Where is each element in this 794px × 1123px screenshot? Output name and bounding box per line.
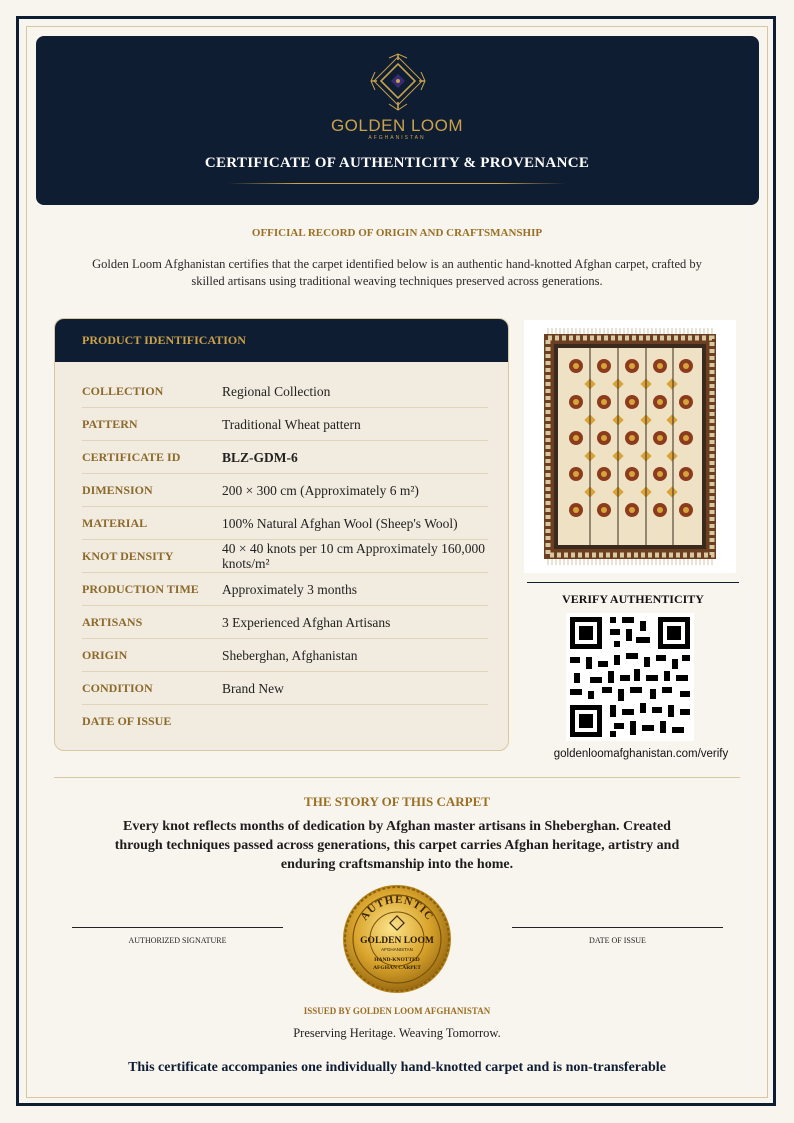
row-label: DATE OF ISSUE <box>82 714 172 728</box>
signature-line <box>72 927 283 928</box>
table-row <box>82 507 488 540</box>
story-heading: THE STORY OF THIS CARPET <box>304 794 490 809</box>
table-row <box>82 441 488 474</box>
date-line <box>512 927 723 928</box>
authorized-signature-label: AUTHORIZED SIGNATURE <box>128 936 227 945</box>
row-label: ORIGIN <box>82 648 128 662</box>
row-label: ARTISANS <box>82 615 143 629</box>
story-paragraph: Every knot reflects months of dedication by Afghan master artisans in Sheberghan. Created through techniques passed across generations, this carpet carries Afghan heritage, artistry and enduring craftsmanship into the home. <box>114 819 680 872</box>
row-value <box>222 705 488 737</box>
tagline: Preserving Heritage. Weaving Tomorrow. <box>293 1026 501 1040</box>
certificate-id-value: BLZ-GDM-6 <box>222 449 298 465</box>
row-label: DIMENSION <box>82 483 153 497</box>
date-of-issue-label: DATE OF ISSUE <box>589 936 646 945</box>
row-value: Brand New <box>222 680 284 696</box>
row-value: 40 × 40 knots per 10 cm Approximately 160,000 knots/m² <box>222 541 485 571</box>
table-row <box>82 474 488 507</box>
brand-name: GOLDEN LOOM <box>330 116 464 135</box>
row-value: Traditional Wheat pattern <box>222 416 361 432</box>
table-row <box>82 705 488 737</box>
product-rows <box>82 375 488 737</box>
verify-url-link[interactable]: goldenloomafghanistan.com/verify <box>553 748 729 760</box>
verify-authenticity-heading: VERIFY AUTHENTICITY <box>562 592 704 606</box>
seal-brand-text: GOLDEN LOOM <box>360 936 434 946</box>
qr-code-icon[interactable] <box>566 613 694 741</box>
issued-by-label: ISSUED BY GOLDEN LOOM AFGHANISTAN <box>303 1006 491 1016</box>
section-divider <box>54 777 740 778</box>
table-row <box>82 639 488 672</box>
table-row <box>82 540 488 573</box>
brand-subtitle: AFGHANISTAN <box>368 135 426 141</box>
row-value: Regional Collection <box>222 383 331 399</box>
certificate-title: CERTIFICATE OF AUTHENTICITY & PROVENANCE <box>204 155 590 171</box>
golden-loom-logo-icon <box>369 52 427 112</box>
official-record-heading: OFFICIAL RECORD OF ORIGIN AND CRAFTSMANSHIP <box>251 227 543 239</box>
row-label: PRODUCTION TIME <box>82 582 199 596</box>
row-label: COLLECTION <box>82 384 164 398</box>
panel-heading: PRODUCT IDENTIFICATION <box>55 319 508 362</box>
row-value: Approximately 3 months <box>222 581 357 597</box>
table-row <box>82 408 488 441</box>
intro-paragraph: Golden Loom Afghanistan certifies that the carpet identified below is an authentic hand-knotted Afghan carpet, crafted by skilled artisans using traditional weaving techniques preserved across generations. <box>92 257 702 288</box>
row-label: KNOT DENSITY <box>82 549 174 563</box>
title-divider <box>228 183 566 184</box>
row-value: Sheberghan, Afghanistan <box>222 647 358 663</box>
product-identification-panel <box>54 318 509 751</box>
row-value: 100% Natural Afghan Wool (Sheep's Wool) <box>222 515 458 531</box>
table-row <box>82 672 488 705</box>
seal-top-text: AUTHENTIC <box>358 893 436 923</box>
table-row <box>82 606 488 639</box>
qr-code-graphic <box>566 613 694 741</box>
carpet-image <box>524 320 736 573</box>
non-transferable-note: This certificate accompanies one individually hand-knotted carpet and is non-transferable <box>128 1060 666 1075</box>
authentic-seal-icon <box>341 883 453 995</box>
row-value: 3 Experienced Afghan Artisans <box>222 614 391 630</box>
row-label: MATERIAL <box>82 516 148 530</box>
row-label: CERTIFICATE ID <box>82 450 181 464</box>
seal-bottom-line-2: AFGHAN CARPET <box>373 965 421 971</box>
carpet-illustration <box>524 320 736 573</box>
verify-divider <box>527 582 739 583</box>
seal-sub-text: AFGHANISTAN <box>381 947 413 952</box>
table-row <box>82 375 488 408</box>
row-label: PATTERN <box>82 417 138 431</box>
seal-bottom-line-1: HAND-KNOTTED <box>374 957 420 963</box>
table-row <box>82 573 488 606</box>
row-value: 200 × 300 cm (Approximately 6 m²) <box>222 482 419 498</box>
row-label: CONDITION <box>82 681 153 695</box>
